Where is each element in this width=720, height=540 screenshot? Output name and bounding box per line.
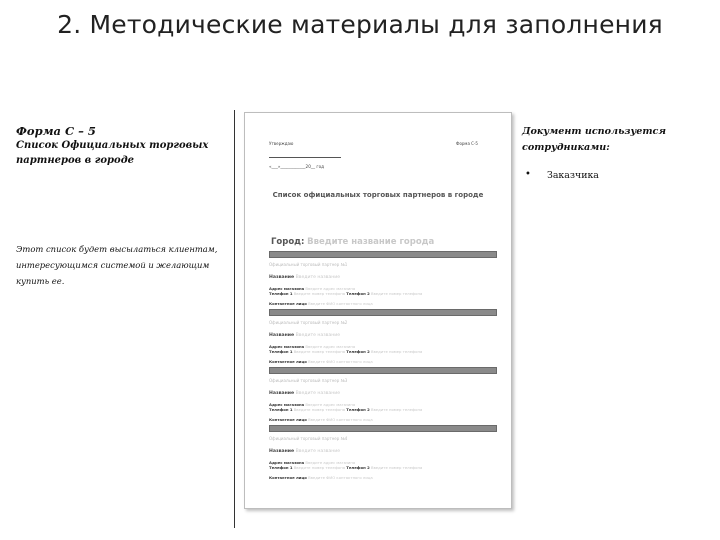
slide-title: 2. Методические материалы для заполнения [57,10,663,39]
user-list [522,170,702,181]
doc-city-placeholder: Введите название города [307,237,435,247]
doc-phone1-label: Телефон 1 [269,349,293,355]
doc-date-line: «___»____________20__ год [269,164,325,169]
doc-phone1-label: Телефон 1 [269,465,293,471]
doc-name-row [269,333,497,338]
form-description: Этот список будет высылаться клиентам, интересующимся системой и желающим купить ее. [16,244,218,286]
doc-partner-label: Официальный торговый партнер №4 [269,436,348,441]
doc-city-row [271,237,434,247]
doc-section-bar [269,425,497,432]
doc-address-label: Адрес магазина [269,460,305,465]
doc-name-label: Название [269,449,295,454]
doc-city-label: Город: [271,237,305,247]
doc-phone2-label: Телефон 2 [346,291,370,297]
doc-address-placeholder: Введите адрес магазина [305,344,356,349]
doc-partner-block [269,425,497,480]
doc-section-bar [269,251,497,258]
doc-partner-block [269,251,497,306]
doc-phone2-placeholder: Введите номер телефона [370,291,423,297]
doc-phone1-label: Телефон 1 [269,407,293,413]
doc-contact-placeholder: Введите ФИО контактного лица [308,300,373,306]
doc-phone2-placeholder: Введите номер телефона [370,407,423,413]
column-divider [234,110,235,528]
doc-phone2-label: Телефон 2 [346,349,370,355]
doc-phone1-placeholder: Введите номер телефона [293,407,346,413]
doc-address-placeholder: Введите адрес магазина [305,286,356,291]
doc-contact-label: Контактное лицо [269,474,307,480]
doc-details [269,402,497,422]
doc-section-bar [269,309,497,316]
doc-name-placeholder: Введите название [295,449,341,454]
doc-details [269,344,497,364]
doc-name-label: Название [269,333,295,338]
doc-partner-block [269,309,497,364]
doc-name-label: Название [269,275,295,280]
doc-address-label: Адрес магазина [269,344,305,349]
doc-contact-placeholder: Введите ФИО контактного лица [308,358,373,364]
usage-info [522,124,702,181]
doc-title: Список официальных торговых партнеров в городе [272,191,484,199]
doc-approve-label: Утверждаю [269,141,294,146]
doc-name-label: Название [269,391,295,396]
doc-phone1-placeholder: Введите номер телефона [293,349,346,355]
doc-phone2-label: Телефон 2 [346,465,370,471]
doc-address-placeholder: Введите адрес магазина [305,402,356,407]
doc-form-code: Форма С-5 [456,141,478,146]
doc-phone1-placeholder: Введите номер телефона [293,465,346,471]
list-item-label: Заказчика [547,170,599,181]
bullet-icon: • [525,169,531,180]
doc-section-bar [269,367,497,374]
doc-name-placeholder: Введите название [295,275,341,280]
doc-contact-label: Контактное лицо [269,358,307,364]
form-code: Форма С – 5 [16,124,96,138]
form-name: Список Официальных торговых партнеров в городе [16,140,209,166]
doc-address-placeholder: Введите адрес магазина [305,460,356,465]
doc-contact-placeholder: Введите ФИО контактного лица [308,474,373,480]
doc-name-placeholder: Введите название [295,333,341,338]
doc-phone2-label: Телефон 2 [346,407,370,413]
doc-details [269,286,497,306]
doc-partner-block [269,367,497,422]
document-preview [244,112,512,509]
doc-contact-label: Контактное лицо [269,416,307,422]
doc-details [269,460,497,480]
doc-contact-label: Контактное лицо [269,300,307,306]
doc-name-placeholder: Введите название [295,391,341,396]
doc-phone2-placeholder: Введите номер телефона [370,465,423,471]
list-item [522,170,702,181]
doc-name-row [269,391,497,396]
doc-partner-label: Официальный торговый партнер №1 [269,262,348,267]
doc-name-row [269,275,497,280]
doc-address-label: Адрес магазина [269,286,305,291]
doc-signature-line [269,157,341,158]
doc-partner-label: Официальный торговый партнер №3 [269,378,348,383]
doc-phone1-label: Телефон 1 [269,291,293,297]
form-info [16,124,231,168]
doc-address-label: Адрес магазина [269,402,305,407]
doc-name-row [269,449,497,454]
doc-phone1-placeholder: Введите номер телефона [293,291,346,297]
doc-partner-label: Официальный торговый партнер №2 [269,320,348,325]
doc-contact-placeholder: Введите ФИО контактного лица [308,416,373,422]
used-by-label: Документ используется сотрудниками: [522,126,667,153]
doc-phone2-placeholder: Введите номер телефона [370,349,423,355]
